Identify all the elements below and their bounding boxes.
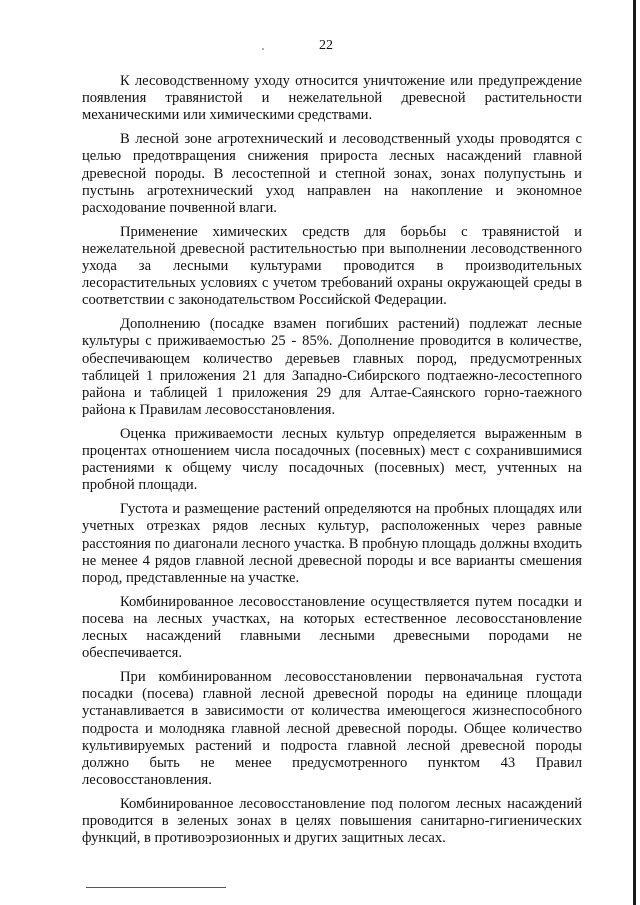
paragraph-2: В лесной зоне агротехнический и лесоводственный уходы проводятся с целью предотвращения снижения прироста лесных насаждений главной древесной породы. В лесостепной и степной зонах, зонах полупустынь и пустынь агротехнический уход направлен на накопление и экономное расходование почвенной влаги. — [82, 131, 582, 216]
paragraph-4: Дополнению (посадке взамен погибших растений) подлежат лесные культуры с приживаемостью 25 - 85%. Дополнение проводится в количестве, обеспечивающем количество деревьев главных пород, предусмотренных таблицей 1 приложения 21 для Западно-Сибирского подтаежно-лесостепного района и таблицей 1 приложения 29 для Алтае-Саянского горно-таежного района к Правилам лесовосстановления. — [82, 316, 582, 419]
paragraph-6: Густота и размещение растений определяются на пробных площадях или учетных отрезках рядов лесных культур, расположенных через равные расстояния по диагонали лесного участка. В пробную площадь должны входить не менее 4 рядов главной лесной древесной породы и все варианты смешения пород, представленные на участке. — [82, 501, 582, 586]
footnote-divider — [86, 887, 226, 888]
scan-edge-border — [633, 0, 636, 905]
body-text — [82, 73, 582, 854]
paragraph-3: Применение химических средств для борьбы с травянистой и нежелательной древесной растительностью при выполнении лесоводственного ухода за лесными культурами проводится в производительных лесорастительных условиях с учетом требований охраны окружающей среды в соответствии с законодательством Российской Федерации. — [82, 223, 582, 309]
paragraph-1: К лесоводственному уходу относится уничтожение или предупреждение появления травянистой и нежелательной древесной растительности механическими или химическими средствами. — [82, 73, 582, 124]
paragraph-9: Комбинированное лесовосстановление под пологом лесных насаждений проводится в зеленых зонах в целях повышения санитарно-гигиенических функций, в противоэрозионных и других защитных лесах. — [82, 795, 582, 847]
page-number: 22 — [319, 38, 333, 53]
paragraph-5: Оценка приживаемости лесных культур определяется выраженным в процентах отношением числа посадочных (посевных) мест с сохранившимися растениями к общему числу посадочных (посевных) мест, учтенных на пробной площади. — [82, 425, 582, 494]
paragraph-7: Комбинированное лесовосстановление осуществляется путем посадки и посева на лесных участках, на которых естественное лесовосстановление лесных насаждений главными лесными древесными породами не обеспечивается. — [82, 593, 582, 662]
paragraph-8: При комбинированном лесовосстановлении первоначальная густота посадки (посева) главной лесной древесной породы на единице площади устанавливается в зависимости от количества имеющегося жизнеспособного подроста и молодняка главной лесной древесной породы. Общее количество культивируемых растений и подроста главной лесной древесной породы должно быть не менее предусмотренного пунктом 43 Правил лесовосстановления. — [82, 669, 582, 789]
